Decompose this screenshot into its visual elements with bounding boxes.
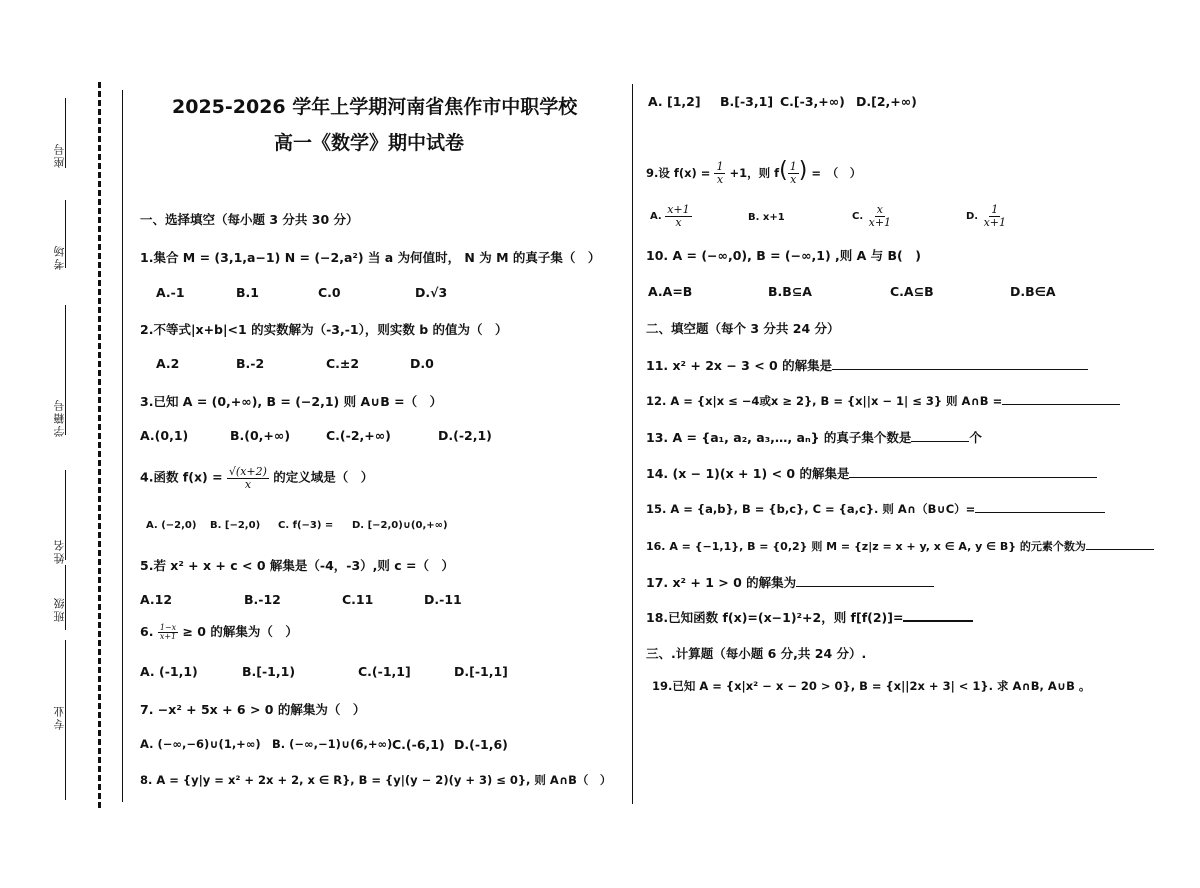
q5-option-d: D.-11 bbox=[424, 592, 462, 607]
q17-stem bbox=[646, 573, 934, 591]
q12-stem bbox=[646, 392, 1120, 409]
q7-option-b: B. (−∞,−1)∪(6,+∞) bbox=[272, 737, 393, 751]
q11-answer-blank[interactable] bbox=[832, 357, 1088, 370]
q4-option-a: A. (−2,0) bbox=[146, 520, 197, 531]
q15-stem bbox=[646, 500, 1105, 517]
q6-option-c: C.(-1,1] bbox=[358, 664, 411, 679]
q8-option-d: D.[2,+∞) bbox=[856, 94, 917, 109]
q9-frac2-num: 1 bbox=[789, 160, 797, 174]
q17-answer-blank[interactable] bbox=[796, 574, 934, 587]
q9-d-label: D. bbox=[966, 211, 979, 223]
margin-label-major: 专业 bbox=[53, 704, 66, 730]
q9-d-den: x+1 bbox=[983, 215, 1007, 229]
q6-fraction bbox=[158, 624, 178, 642]
q6-frac-den: x+1 bbox=[159, 632, 177, 641]
q1-option-c: C.0 bbox=[318, 285, 341, 300]
q15-text: 15. A = {a,b}, B = {b,c}, C = {a,c}. 则 A∩（B∪C）= bbox=[646, 502, 976, 516]
q4-frac-num: √(x+2) bbox=[228, 465, 267, 478]
q3-option-c: C.(-2,+∞) bbox=[326, 428, 391, 443]
q5-option-c: C.11 bbox=[342, 592, 374, 607]
q14-text: 14. (x − 1)(x + 1) < 0 的解集是 bbox=[646, 466, 850, 481]
q9-paren-right: ) bbox=[798, 158, 808, 183]
q10-option-d: D.B∈A bbox=[1010, 284, 1056, 299]
exam-title-line1: 2025-2026 学年上学期河南省焦作市中职学校 bbox=[172, 96, 578, 118]
q2-option-c: C.±2 bbox=[326, 356, 360, 371]
q11-text: 11. x² + 2x − 3 < 0 的解集是 bbox=[646, 358, 833, 373]
section2-title: 二、填空题（每个 3 分共 24 分） bbox=[646, 321, 840, 336]
q7-option-d: D.(-1,6) bbox=[454, 737, 508, 752]
q10-option-b: B.B⊆A bbox=[768, 284, 812, 299]
q5-option-b: B.-12 bbox=[244, 592, 281, 607]
q10-option-c: C.A⊆B bbox=[890, 284, 934, 299]
q6-frac-num: 1−x bbox=[159, 622, 177, 632]
q9-a-num: x+1 bbox=[667, 203, 690, 216]
q13-answer-blank[interactable] bbox=[911, 429, 969, 442]
q4-option-b: B. [−2,0) bbox=[210, 520, 261, 531]
q9-option-b: B. x+1 bbox=[748, 212, 785, 223]
q10-option-a: A.A=B bbox=[648, 284, 693, 299]
q3-option-b: B.(0,+∞) bbox=[230, 428, 291, 443]
q1-option-d: D.√3 bbox=[415, 285, 448, 300]
exam-title-line2: 高一《数学》期中试卷 bbox=[274, 132, 465, 154]
q9-fraction-2 bbox=[788, 161, 799, 185]
q9-option-d bbox=[966, 204, 1008, 228]
q9-a-den: x bbox=[675, 215, 682, 229]
q16-stem bbox=[646, 537, 1154, 554]
q9-frac1-num: 1 bbox=[716, 160, 724, 174]
q6-stem-pre: 6. bbox=[140, 624, 154, 639]
margin-label-room: 考场 bbox=[53, 244, 66, 270]
q6-stem bbox=[140, 622, 298, 641]
q3-stem: 3.已知 A = (0,+∞), B = (−2,1) 则 A∪B =（ ） bbox=[140, 394, 443, 409]
q12-text: 12. A = {x|x ≤ −4或x ≥ 2}, B = {x||x − 1| ≤ 3} 则 A∩B = bbox=[646, 394, 1003, 408]
q2-option-a: A.2 bbox=[156, 356, 180, 371]
q8-option-b: B.[-3,1] bbox=[720, 94, 774, 109]
q16-text: 16. A = {−1,1}, B = {0,2} 则 M = {z|z = x + y, x ∈ A, y ∈ B} 的元素个数为 bbox=[646, 540, 1086, 553]
margin-label-class: 班级 bbox=[53, 596, 66, 622]
cut-line bbox=[98, 82, 101, 808]
q14-stem bbox=[646, 464, 1097, 482]
q7-stem: 7. −x² + 5x + 6 > 0 的解集为（ ） bbox=[140, 702, 366, 717]
q6-stem-post: ≥ 0 的解集为（ ） bbox=[182, 624, 298, 639]
q9-c-den: x+1 bbox=[868, 215, 892, 229]
q13-stem bbox=[646, 428, 982, 446]
q4-option-d: D. [−2,0)∪(0,+∞) bbox=[352, 520, 448, 531]
q18-answer-blank[interactable] bbox=[903, 608, 973, 622]
section3-title: 三、.计算题（每小题 6 分,共 24 分）. bbox=[646, 646, 867, 661]
q12-answer-blank[interactable] bbox=[1002, 392, 1120, 405]
q16-answer-blank[interactable] bbox=[1086, 537, 1154, 550]
q3-option-a: A.(0,1) bbox=[140, 428, 189, 443]
q4-frac-den: x bbox=[244, 477, 252, 491]
q6-option-b: B.[-1,1) bbox=[242, 664, 296, 679]
q4-stem-post: 的定义域是（ ） bbox=[273, 469, 374, 485]
q3-option-d: D.(-2,1) bbox=[438, 428, 492, 443]
q9-frac2-den: x bbox=[790, 173, 797, 186]
q9-c-num: x bbox=[876, 203, 883, 216]
q9-stem-pre: 9.设 f(x) = bbox=[646, 166, 711, 180]
margin-label-seat: 座号 bbox=[53, 142, 66, 168]
q1-stem: 1.集合 M = (3,1,a−1) N = (−2,a²) 当 a 为何值时， N 为 M 的真子集（ ） bbox=[140, 250, 601, 265]
column-divider bbox=[632, 84, 633, 804]
q9-paren-left: ( bbox=[779, 158, 788, 183]
section1-title: 一、选择填空（每小题 3 分共 30 分） bbox=[140, 212, 359, 227]
q9-fraction-1 bbox=[714, 161, 725, 185]
q7-option-c: C.(-6,1) bbox=[392, 737, 445, 752]
q18-text: 18.已知函数 f(x)=(x−1)²+2，则 f[f(2)]= bbox=[646, 610, 904, 625]
q13-text: 13. A = {a₁, a₂, a₃,…, aₙ} 的真子集个数是 bbox=[646, 430, 912, 445]
q1-option-b: B.1 bbox=[236, 285, 259, 300]
q7-option-a: A. (−∞,−6)∪(1,+∞) bbox=[140, 737, 261, 751]
q9-a-fraction bbox=[665, 204, 691, 228]
left-border bbox=[122, 90, 123, 802]
q18-stem bbox=[646, 608, 973, 626]
q5-option-a: A.12 bbox=[140, 592, 173, 607]
q6-option-a: A. (-1,1) bbox=[140, 664, 198, 679]
margin-label-student-id: 学籍号 bbox=[53, 398, 66, 437]
q2-option-b: B.-2 bbox=[236, 356, 265, 371]
q9-d-num: 1 bbox=[991, 203, 999, 216]
q2-option-d: D.0 bbox=[410, 356, 434, 371]
q6-option-d: D.[-1,1] bbox=[454, 664, 508, 679]
q9-c-label: C. bbox=[852, 211, 864, 223]
q9-a-label: A. bbox=[650, 211, 662, 223]
q9-frac1-den: x bbox=[716, 173, 724, 186]
q9-option-c bbox=[852, 204, 893, 228]
q4-stem-pre: 4.函数 f(x) = bbox=[140, 469, 223, 485]
q4-option-c: C. f(−3) = bbox=[278, 520, 334, 531]
margin-label-name: 姓名 bbox=[53, 538, 66, 564]
q8-option-a: A. [1,2] bbox=[648, 94, 701, 109]
q9-c-fraction bbox=[867, 204, 893, 228]
q9-stem-mid: +1，则 f bbox=[729, 166, 780, 180]
q9-stem-post: = （ ） bbox=[811, 166, 862, 180]
q8-stem: 8. A = {y|y = x² + 2x + 2, x ∈ R}, B = {y|(y − 2)(y + 3) ≤ 0}, 则 A∩B（ ） bbox=[140, 773, 612, 787]
q10-stem: 10. A = (−∞,0), B = (−∞,1) ,则 A 与 B( ) bbox=[646, 248, 921, 263]
q14-answer-blank[interactable] bbox=[849, 465, 1097, 478]
q5-stem: 5.若 x² + x + c < 0 解集是（-4，-3）,则 c =（ ） bbox=[140, 558, 454, 573]
q13-suffix: 个 bbox=[969, 430, 982, 445]
q1-option-a: A.-1 bbox=[156, 285, 185, 300]
q15-answer-blank[interactable] bbox=[975, 500, 1105, 513]
q9-option-a bbox=[650, 204, 692, 228]
q8-option-c: C.[-3,+∞) bbox=[780, 94, 845, 109]
q11-stem bbox=[646, 356, 1088, 374]
q9-d-fraction bbox=[982, 204, 1008, 228]
q2-stem: 2.不等式|x+b|<1 的实数解为（-3,-1），则实数 b 的值为（ ） bbox=[140, 322, 508, 337]
q9-stem bbox=[646, 158, 861, 186]
q4-stem bbox=[140, 466, 373, 490]
q19-stem: 19.已知 A = {x|x² − x − 20 > 0}, B = {x||2x + 3| < 1}. 求 A∩B, A∪B 。 bbox=[652, 679, 1091, 693]
q4-fraction bbox=[227, 466, 269, 490]
q17-text: 17. x² + 1 > 0 的解集为 bbox=[646, 575, 797, 590]
